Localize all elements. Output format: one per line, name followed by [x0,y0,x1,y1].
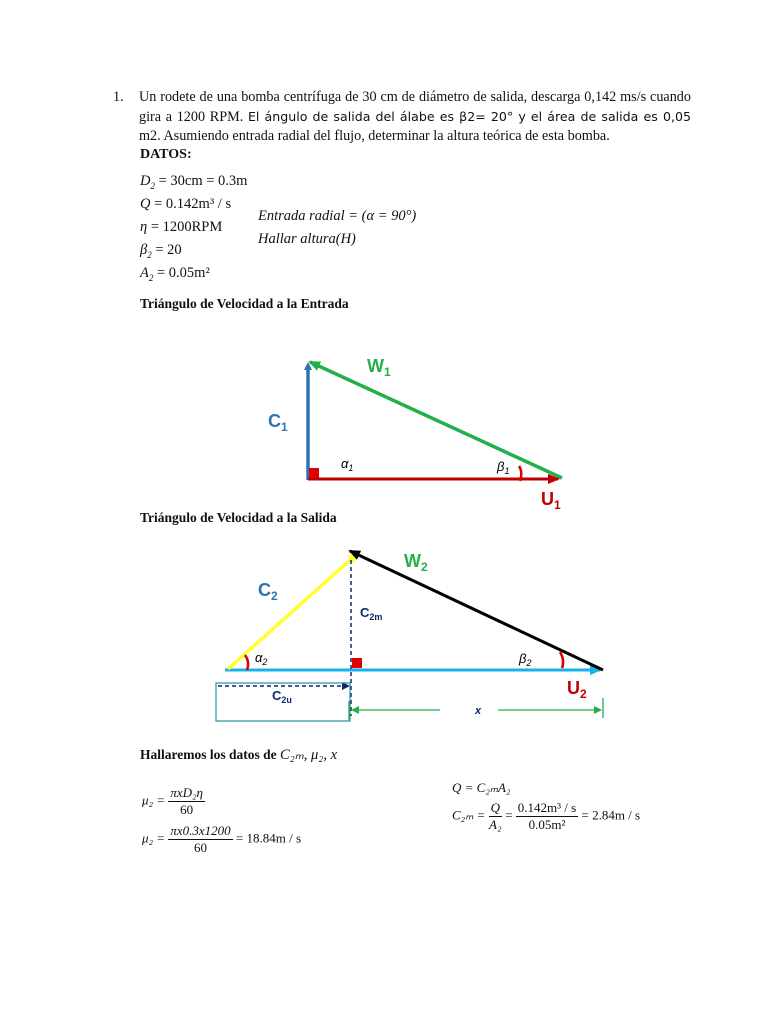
c2-vector [228,553,358,669]
problem-text-part1: Un rodete de una bomba centrífuga de 30 cm de diámetro de salida, descarga 0,142 ms/s cuando gira a 1200 RPM. [139,89,691,125]
dato-q: Q = 0.142m³ / s [140,196,232,212]
dato-entrada-radial: Entrada radial = (α = 90°) [258,208,417,224]
entrada-title: Triángulo de Velocidad a la Entrada [140,296,349,311]
alpha1-label: $\alpha_1$ [341,456,354,473]
u2-label: $U_2$ [567,678,587,701]
w2-vector [350,551,603,670]
dato-beta2: $\beta_2 = 20$ [140,242,182,260]
dato-d2: $D_2 = 30cm = 0.3m$ [140,173,248,191]
mu2-calc: μ₂ = $\frac{\pi x0.3x1200}{60}$ = 18.84m / s [142,823,302,855]
dato-a2: $A_2 = 0.05m^2$ [140,265,210,283]
c1-label: $C_1$ [268,411,288,434]
problem-number: 1. [113,89,124,105]
hallar-line [140,747,337,764]
w1-label: $W_1$ [367,356,391,379]
beta2-label: $\beta_2$ [519,651,532,668]
problem-text-part2: m2. Asumiendo entrada radial del flujo, determinar la altura teórica de esta bomba. [139,128,610,144]
right-angle-marker-2 [352,658,362,668]
c2m-calc: C₂ₘ = $\frac{Q}{\text{A₂}}$ = $\frac{\text{0.142m³ / s}}{\text{0.05m²}}$ = 2.84m / s [452,800,641,832]
beta1-label: $\beta_1$ [497,459,510,476]
datos-title: DATOS: [140,147,192,162]
hallar-vars: C₂ₘ, μ₂, x [280,747,338,763]
q-equation: Q = C₂ₘA₂ [452,780,511,795]
mu2-formula: μ₂ = $\frac{\text{πxD₂η}}{60}$ [142,785,203,817]
dato-eta: η = 1200RPM [140,219,223,235]
hallar-prefix: Hallaremos los datos de [140,747,281,762]
alpha2-label: $\alpha_2$ [255,650,268,667]
salida-title: Triángulo de Velocidad a la Salida [140,510,337,525]
right-angle-marker [309,468,319,478]
u1-label: $U_1$ [541,489,561,512]
beta2-arc [560,652,563,668]
alpha2-arc [245,655,248,670]
c2u-label: $C_{2u}$ [272,688,292,705]
dato-hallar-altura: Hallar altura(H) [258,231,356,247]
w2-label: $W_2$ [404,551,428,574]
x-label: x [475,705,482,717]
c2-label: $C_2$ [258,580,278,603]
c2m-label: $C_{2m}$ [360,605,383,622]
problem-text-mono: El ángulo de salida del álabe es β2= 20° y el área de salida es 0,05 [247,109,691,124]
